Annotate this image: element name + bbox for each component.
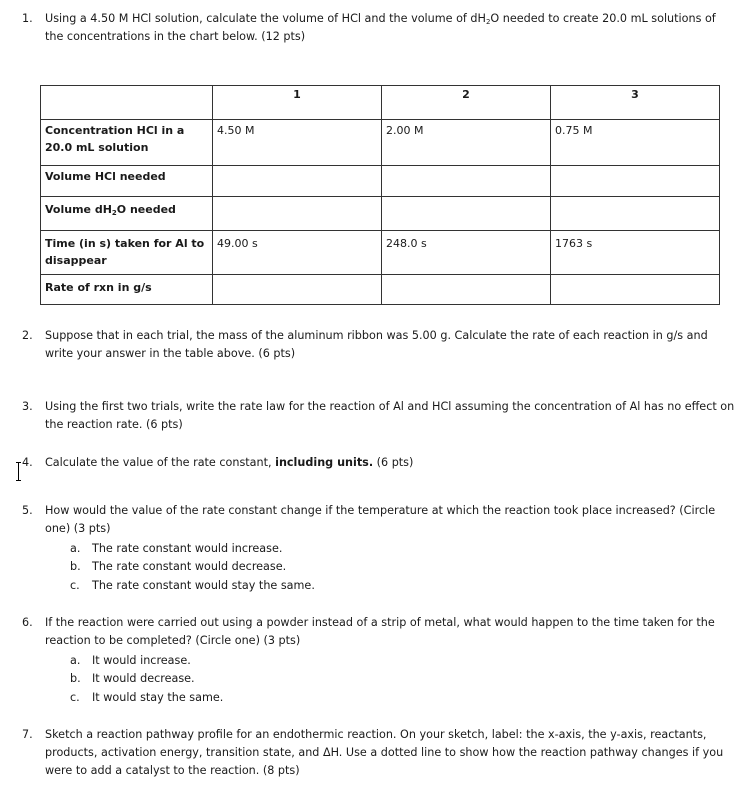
question-number: 2. [22,329,33,342]
table-cell[interactable] [213,275,382,305]
table-cell[interactable] [551,197,720,231]
question-number: 1. [22,12,33,25]
table-cell[interactable] [213,197,382,231]
question-number: 6. [22,616,33,629]
question-text: Sketch a reaction pathway profile for an endothermic reaction. On your sketch, label: the x-axis, the y-axis, reactants, products, activation energy, transition state, and ΔH. Use a dotted line to show how the reaction pathway changes if you were to add a catalyst to the reaction. (8 pts) [45,728,724,777]
table-cell: 49.00 s [213,231,382,275]
row-label: Rate of rxn in g/s [41,275,213,305]
table-cell: 0.75 M [551,120,720,166]
header-cell-trial-1: 1 [213,86,382,120]
table-header-row [41,86,720,120]
row-label: Time (in s) taken for Al to disappear [41,231,213,275]
table-row [41,120,720,166]
table-cell[interactable] [382,275,551,305]
question-text: Using a 4.50 M HCl solution, calculate the volume of HCl and the volume of $dH_2O$ needed to create 20.0 mL solutions of the concentrations in the chart below. (12 pts) [45,12,716,43]
question-text: Suppose that in each trial, the mass of the aluminum ribbon was 5.00 g. Calculate the rate of each reaction in g/s and write your answer in the table above. (6 pts) [45,329,708,360]
row-label: Concentration HCl in a 20.0 mL solution [41,120,213,166]
question-text: Calculate the value of the rate constant, including units. (6 pts) [45,456,414,469]
table-row [41,197,720,231]
row-label: Volume HCl needed [41,166,213,197]
table-cell[interactable] [551,166,720,197]
table-cell: 2.00 M [382,120,551,166]
question-number: 3. [22,400,33,413]
table-row [41,231,720,275]
text-cursor-icon [18,462,19,481]
row-label: Volume $dH_2O$ needed [41,197,213,231]
table-cell[interactable] [382,197,551,231]
question-text: If the reaction were carried out using a powder instead of a strip of metal, what would happen to the time taken for the reaction to be completed? (Circle one) (3 pts) [45,616,715,647]
concentration-table [40,85,720,305]
table-cell: 248.0 s [382,231,551,275]
question-number: 5. [22,504,33,517]
header-cell [41,86,213,120]
table-row [41,166,720,197]
table-cell: 1763 s [551,231,720,275]
header-cell-trial-3: 3 [551,86,720,120]
table-cell[interactable] [213,166,382,197]
question-text: How would the value of the rate constant change if the temperature at which the reaction took place increased? (Circle one) (3 pts) [45,504,716,535]
question-number: 4. [22,456,33,469]
table-row [41,275,720,305]
table-cell: 4.50 M [213,120,382,166]
question-text: Using the first two trials, write the rate law for the reaction of Al and HCl assuming the concentration of Al has no effect on the reaction rate. (6 pts) [45,400,735,431]
header-cell-trial-2: 2 [382,86,551,120]
table-cell[interactable] [382,166,551,197]
question-number: 7. [22,728,33,741]
table-cell[interactable] [551,275,720,305]
